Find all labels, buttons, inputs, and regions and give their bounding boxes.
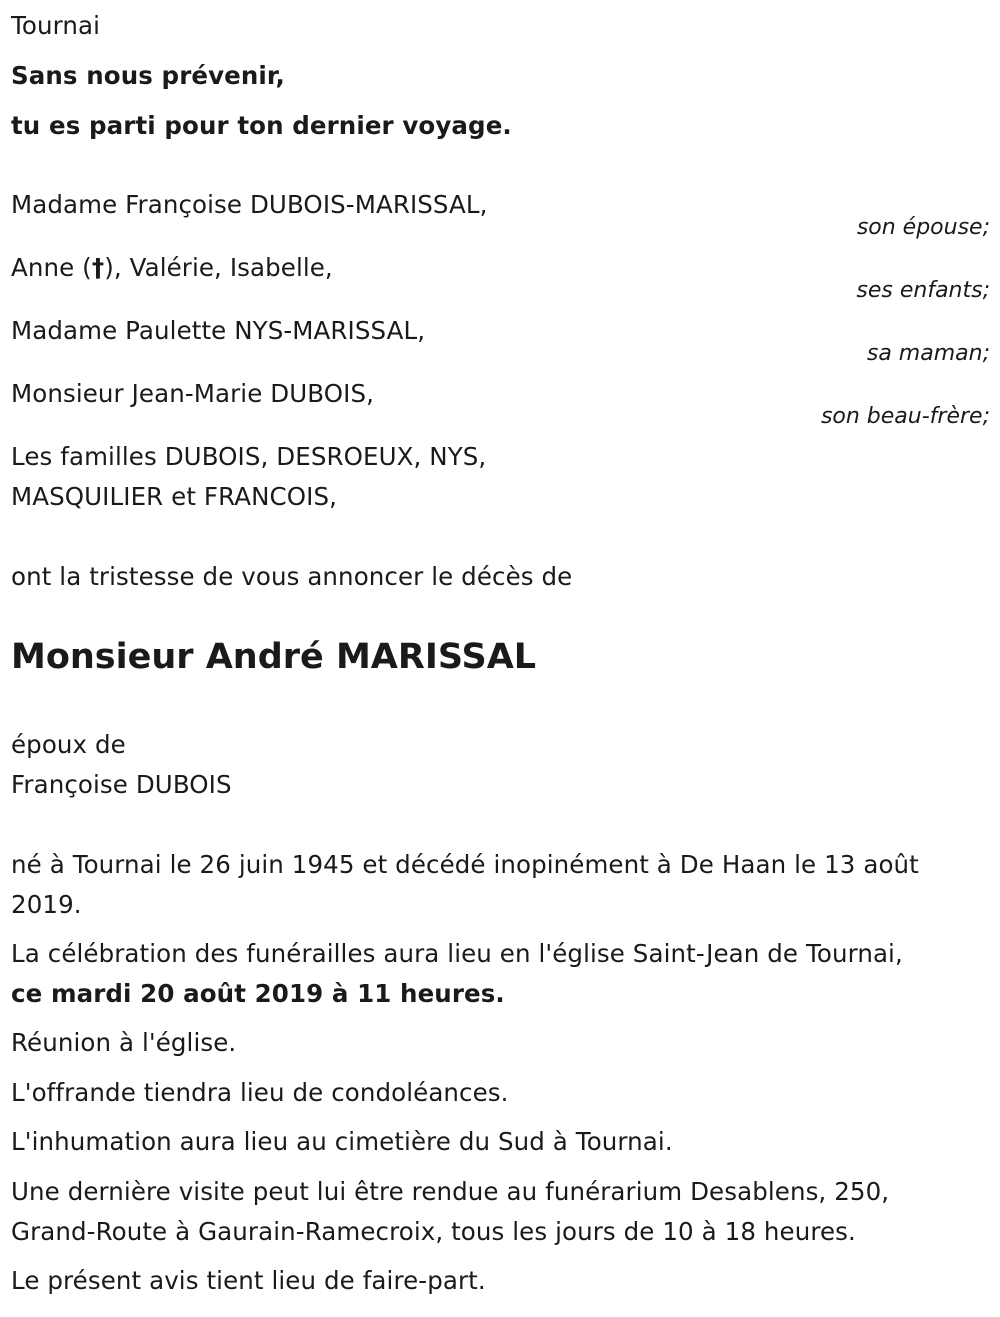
family-member-mother: Madame Paulette NYS-MARISSAL, [11, 316, 426, 345]
quote-line-2: tu es parti pour ton dernier voyage. [11, 111, 512, 140]
visit-line-2: Grand-Route à Gaurain-Ramecroix, tous les jours de 10 à 18 heures. [11, 1217, 856, 1246]
burial-text: L'inhumation aura lieu au cimetière du Sud à Tournai. [11, 1127, 673, 1156]
birth-death-line-1: né à Tournai le 26 juin 1945 et décédé inopinément à De Haan le 13 août [11, 850, 919, 879]
offering-text: L'offrande tiendra lieu de condoléances. [11, 1078, 509, 1107]
family-member-children [11, 248, 333, 288]
children-prefix: Anne ( [11, 253, 92, 282]
children-suffix: ), Valérie, Isabelle, [104, 253, 333, 282]
family-members-line-1: Les familles DUBOIS, DESROEUX, NYS, [11, 442, 487, 471]
relation-spouse: son épouse; [856, 215, 990, 240]
funeral-line-2: ce mardi 20 août 2019 à 11 heures. [11, 979, 505, 1008]
cross-icon: † [91, 253, 105, 282]
quote-line-1: Sans nous prévenir, [11, 61, 285, 90]
visit-line-1: Une dernière visite peut lui être rendue au funérarium Desablens, 250, [11, 1177, 890, 1206]
city-heading: Tournai [11, 11, 101, 40]
funeral-line-1: La célébration des funérailles aura lieu en l'église Saint-Jean de Tournai, [11, 939, 903, 968]
relation-mother: sa maman; [866, 341, 990, 366]
spouse-line-2: Françoise DUBOIS [11, 770, 232, 799]
deceased-name: Monsieur André MARISSAL [11, 637, 537, 677]
birth-death-line-2: 2019. [11, 890, 82, 919]
family-members-line-2: MASQUILIER et FRANCOIS, [11, 482, 337, 511]
meeting-text: Réunion à l'église. [11, 1028, 237, 1057]
relation-children: ses enfants; [856, 278, 990, 303]
spouse-line-1: époux de [11, 730, 126, 759]
announcement-text: ont la tristesse de vous annoncer le décès de [11, 562, 573, 591]
family-member-spouse: Madame Françoise DUBOIS-MARISSAL, [11, 190, 488, 219]
family-member-brother-in-law: Monsieur Jean-Marie DUBOIS, [11, 379, 374, 408]
relation-brother-in-law: son beau-frère; [820, 404, 990, 429]
notice-text: Le présent avis tient lieu de faire-part. [11, 1266, 486, 1295]
